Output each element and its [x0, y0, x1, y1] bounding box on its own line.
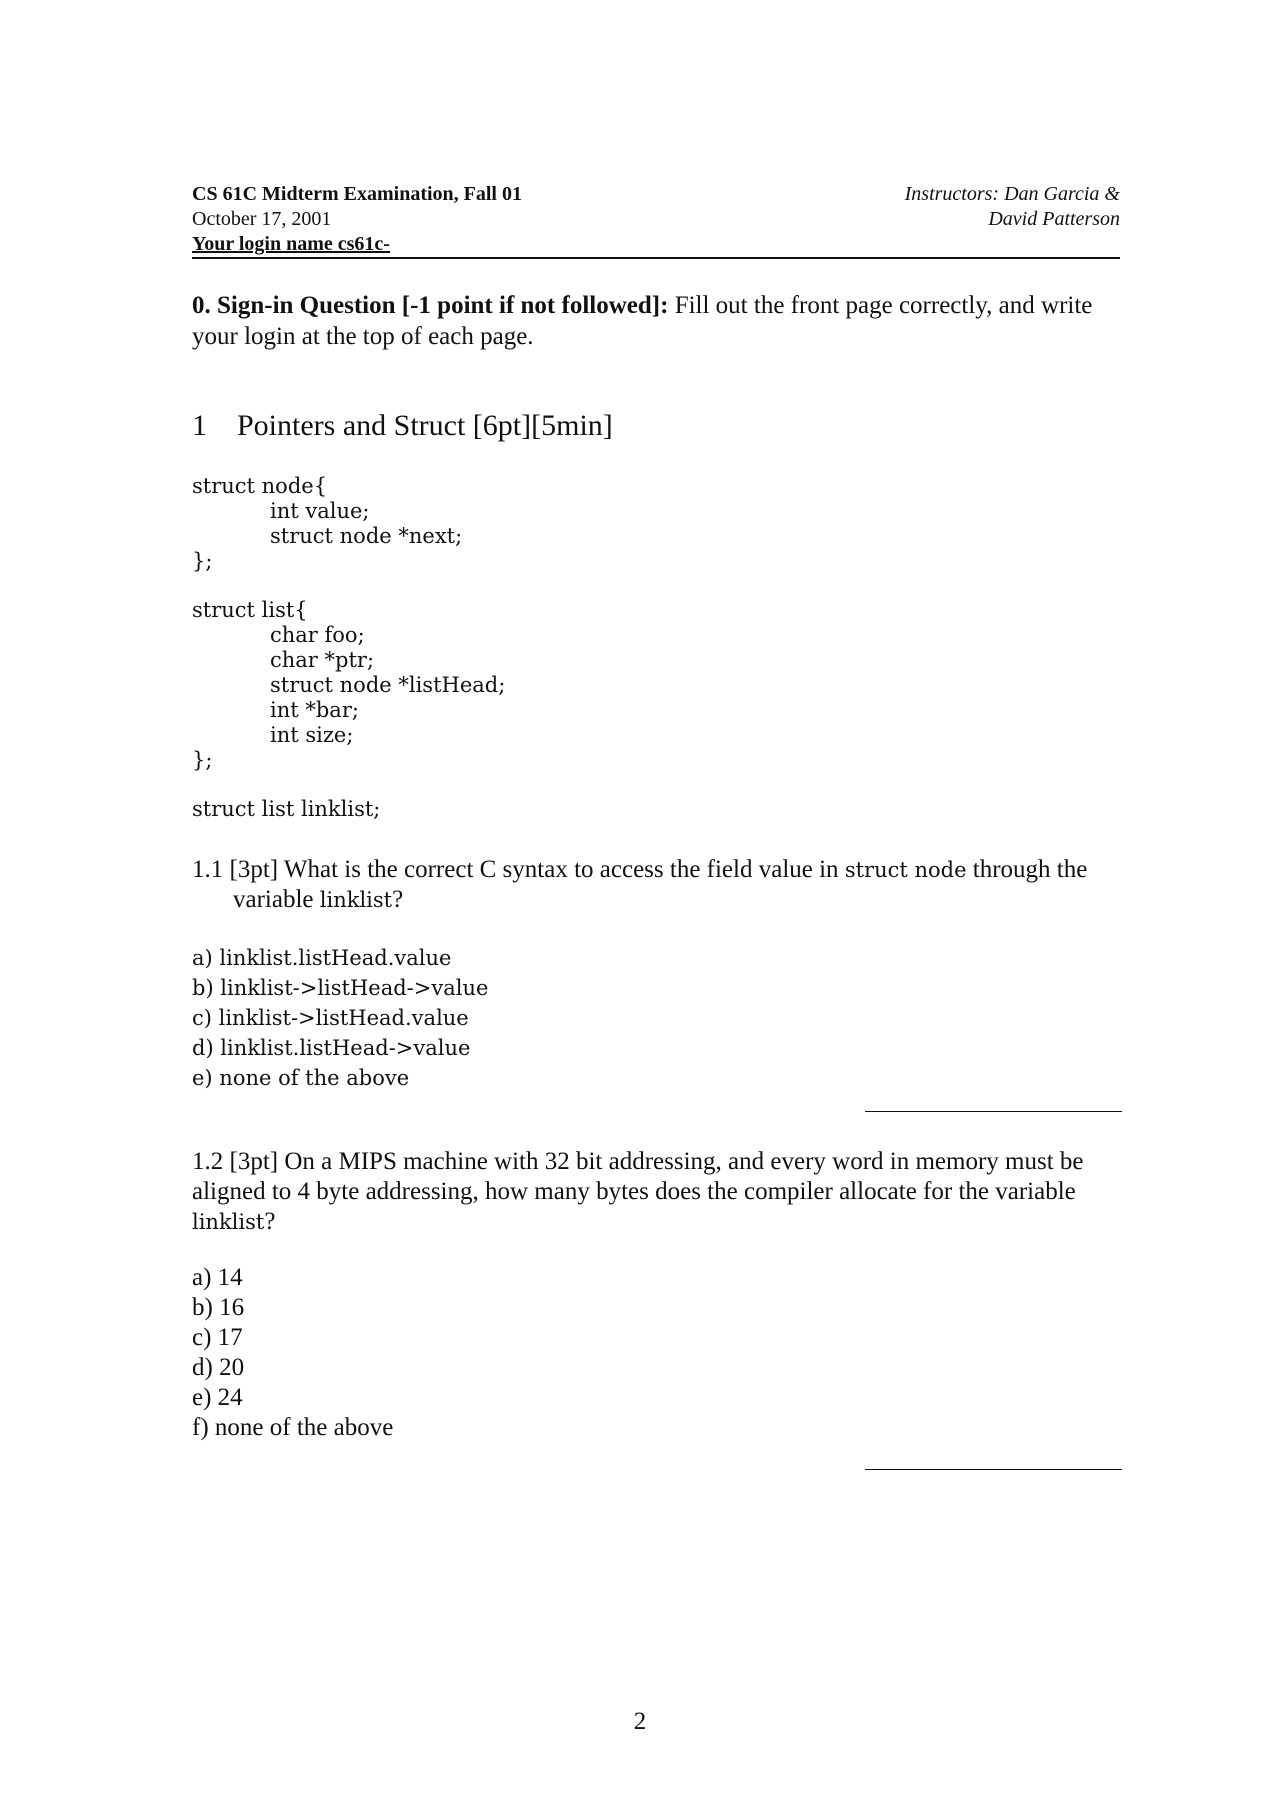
option-f: f) none of the above: [192, 1414, 394, 1441]
page-header: [192, 183, 1120, 259]
code-line: char foo;: [270, 623, 365, 647]
login-name-field: [192, 233, 1120, 259]
instructors-line-1: Instructors: Dan Garcia &: [904, 183, 1120, 205]
code-line: };: [192, 549, 213, 573]
q1-text-mid: through the: [966, 856, 1088, 883]
option-e: e) 24: [192, 1384, 243, 1411]
q2-suffix: ?: [264, 1208, 276, 1235]
code-declaration: [192, 797, 380, 822]
q2-options: [192, 1263, 393, 1443]
option-d: d) linklist.listHead->value: [192, 1036, 471, 1060]
exam-date: October 17, 2001: [192, 208, 332, 230]
code-line: int *bar;: [270, 698, 359, 722]
option-a: a) 14: [192, 1264, 243, 1291]
question-1-2: [192, 1147, 1122, 1237]
code-struct-list: [192, 598, 505, 773]
code-line: char *ptr;: [270, 648, 375, 672]
q2-text: 1.2 [3pt] On a MIPS machine with 32 bit addressing, and every word in memory must be aligned to 4 byte addressing, how many bytes does the compiler allocate for the variable: [192, 1148, 1084, 1205]
option-c: c) 17: [192, 1324, 243, 1351]
q1-code-term: struct node: [844, 858, 967, 882]
question-1-1: [192, 855, 1122, 915]
option-c: c) linklist->listHead.value: [192, 1006, 469, 1030]
option-b: b) 16: [192, 1294, 245, 1321]
q1-text-line2: variable: [233, 886, 320, 913]
q2-answer-line: [865, 1469, 1122, 1470]
option-b: b) linklist->listHead->value: [192, 976, 489, 1000]
login-label: Your login name cs61c-: [192, 233, 390, 255]
code-struct-node: [192, 474, 462, 574]
signin-text: Fill out the front page correctly, and write your login at the top of each page.: [192, 292, 1093, 350]
section-title: Pointers and Struct [6pt][5min]: [237, 409, 613, 442]
code-line: int size;: [270, 723, 354, 747]
option-a: a) linklist.listHead.value: [192, 946, 452, 970]
code-line: struct node *listHead;: [270, 673, 506, 697]
code-line: struct list{: [192, 598, 308, 622]
signin-question: [192, 290, 1122, 352]
code-line: };: [192, 748, 213, 772]
option-e: e) none of the above: [192, 1066, 410, 1090]
section-number: 1: [192, 409, 207, 442]
instructors-line-2: David Patterson: [988, 208, 1120, 230]
q1-options: [192, 943, 488, 1093]
code-line: struct node{: [192, 474, 328, 498]
q1-answer-line: [865, 1111, 1122, 1112]
q1-text: 1.1 [3pt] What is the correct C syntax to access the field value in: [192, 856, 845, 883]
option-d: d) 20: [192, 1354, 245, 1381]
code-line: int value;: [270, 499, 370, 523]
signin-label: 0. Sign-in Question [-1 point if not followed]:: [192, 292, 669, 319]
q1-suffix: ?: [392, 886, 404, 913]
section-heading: [192, 409, 613, 443]
q2-code-var: linklist: [192, 1210, 265, 1234]
code-line: struct node *next;: [270, 524, 463, 548]
exam-title: CS 61C Midterm Examination, Fall 01: [192, 183, 522, 205]
q1-code-var: linklist: [319, 888, 393, 912]
code-line: struct list linklist;: [192, 797, 381, 821]
page-number: 2: [633, 1708, 647, 1735]
